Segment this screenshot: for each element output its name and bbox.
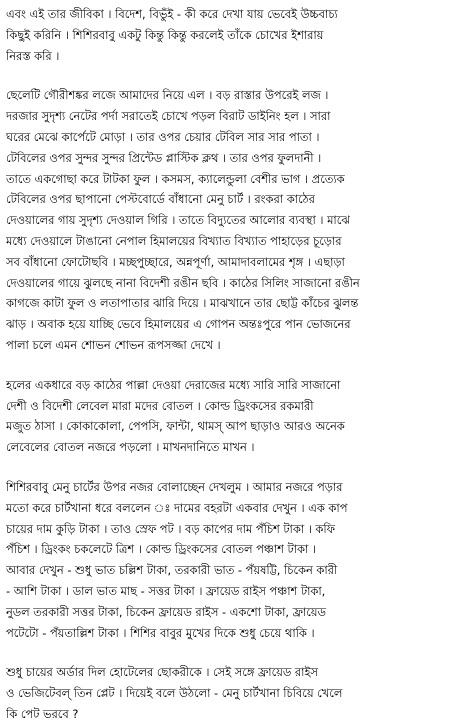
text-line: - আশি টাকা । ডাল ভাত মাছ - সত্তর টাকা । ফ্রায়েড রাইস পঞ্চাশ টাকা, — [6, 583, 326, 598]
text-line: নুডল তরকারী সত্তর টাকা, চিকেন ফ্রায়েড রাইস - একশো টাকা, ফ্রায়েড — [6, 604, 326, 619]
paragraph-gap — [6, 356, 450, 375]
text-line: ঝাড় । অবাক হয়ে যাচ্ছি ভেবে হিমালয়ের এ গোপন অন্তঃপুরে পান ভোজনের — [6, 317, 351, 332]
text-line: মতো করে চার্টখানা ধরে বললেন ঃ দামের বহরটা একবার দেখুন । এক কাপ — [6, 500, 348, 515]
text-line: পটেটো - পঁয়তাল্লিশ টাকা । শিশির বাবুর মুখের দিকে শুধু চেয়ে থাকি । — [6, 625, 315, 640]
text-line: হলের একধারে বড় কাঠের পাল্লা দেওয়া দেরাজের মধ্যে সারি সারি সাজানো — [6, 377, 341, 392]
text-line: শিশিরবাবু মেনু চার্টের উপর নজর বোলাচ্ছেন দেখলুম । আমার নজরে পড়ার — [6, 479, 343, 494]
text-line: তাতে একগোছা করে টাটকা ফুল । কসমস, ক্যালেন্ডুলা বেশীর ভাগ । প্রত্যেক — [6, 171, 345, 186]
paragraph-gap — [6, 458, 450, 477]
text-line: এবং এই তার জীবিকা । বিদেশ, বিভুঁই - কী করে দেখা যায় ভেবেই উচ্চবাচ্য — [6, 7, 338, 21]
paragraph-order — [6, 662, 450, 724]
text-line: টেবিলের ওপর ছাপানো পেস্টবোর্ডে বাঁধানো মেনু চার্ট । রংকরা কাঠের — [6, 192, 315, 207]
text-line: মধ্যে দেওয়ালে টাঙানো নেপাল হিমালয়ের বিখ্যাত বিখ্যাত পাহাড়ের চূড়োর — [6, 233, 342, 248]
text-line: লেবেলের বোতল নজরে পড়লো । মাখনদানিতে মাখন । — [6, 440, 255, 455]
paragraph-intro — [6, 4, 450, 66]
text-line: দেশী ও বিদেশী লেবেল মারা মদের বোতল । কোল্ড ড্রিংকসের রকমারী — [6, 398, 314, 413]
text-line: কি পেট ভরবে ? — [6, 706, 79, 721]
text-line: মজুত ঠাসা । কোকাকোলা, পেপসি, ফান্টা, থামস্ আপ ছাড়াও আরও অনেক — [6, 419, 345, 434]
paragraph-bar-shelf — [6, 375, 450, 458]
paragraph-gap — [6, 66, 450, 85]
paragraph-gap — [6, 643, 450, 662]
text-line: পালা চলে এমন শোভন শোভন রূপসজ্জা দেখে । — [6, 337, 221, 352]
text-line: দেওয়ালের গায়ে ঝুলছে নানা বিদেশী রঙীন ছবি । কাঠের সিলিং সাজানো রঙীন — [6, 275, 360, 290]
text-line: নিরস্ত করি । — [6, 48, 60, 63]
text-line: সব বাঁধানো ফোটোছবি । মচ্ছপুচ্ছারে, অন্নপূর্ণা, আমাদাবলামের শৃঙ্গ । এছাড়া — [6, 254, 345, 269]
text-line: ঘরের মেঝে কার্পেটে মোড়া । তার ওপর চেয়ার টেবিল সার সার পাতা । — [6, 129, 320, 144]
text-line: কাগজে কাটা ফুল ও লতাপাতার ঝারি দিয়ে । মাঝখানে তার ছোট্ট কাঁচের ঝুলন্ত — [6, 296, 359, 311]
text-line: দরজার সুদৃশ্য নেটের পর্দা সরাতেই চোখে পড়ল বিরাট ডাইনিং হল । সারা — [6, 109, 331, 124]
text-line: শুধু চায়ের অর্ডার দিল হোটেলের ছোকরীকে । সেই সঙ্গে ফ্রায়েড রাইস — [6, 665, 318, 680]
text-line: দেওয়ালের গায় সুদৃশ্য দেওয়াল গিরি । তাতে বিদ্যুতের আলোর ব্যবস্থা । মাঝে — [6, 213, 350, 228]
paragraph-menu-prices — [6, 477, 450, 643]
text-line: ছেলেটি গৌরীশঙ্কর লজে আমাদের নিয়ে এল । বড় রাস্তার উপরেই লজ । — [6, 88, 329, 103]
text-line: কিছুই করিনি । শিশিরবাবু একটু কিন্তু কিন্তু করলেই তাঁকে চোখের ইশারায় — [6, 27, 324, 42]
text-line: ও ভেজিটেবল্ তিন প্লেট । দিয়েই বলে উঠলো - মেনু চার্টখানা চিবিয়ে খেলে — [6, 686, 343, 701]
text-line: টেবিলের ওপর সুন্দর সুন্দর প্রিন্টেড প্লাস্টিক ক্লথ । তার ওপর ফুলদানী । — [6, 150, 322, 165]
text-line: চায়ের দাম কুড়ি টাকা । তাও স্রেফ পট । বড় কাপের দাম পঁচিশ টাকা । কফি — [6, 521, 335, 536]
paragraph-lodge-description — [6, 85, 450, 355]
text-line: আবার দেখুন - শুধু ভাত চল্লিশ টাকা, তরকারী ভাত - পঁয়ষট্টি, চিকেন কারী — [6, 563, 338, 578]
text-line: পঁচিশ । ড্রিংকং চকলেটে ত্রিশ । কোল্ড ড্রিংকসের বোতল পঞ্চাশ টাকা । — [6, 542, 316, 557]
